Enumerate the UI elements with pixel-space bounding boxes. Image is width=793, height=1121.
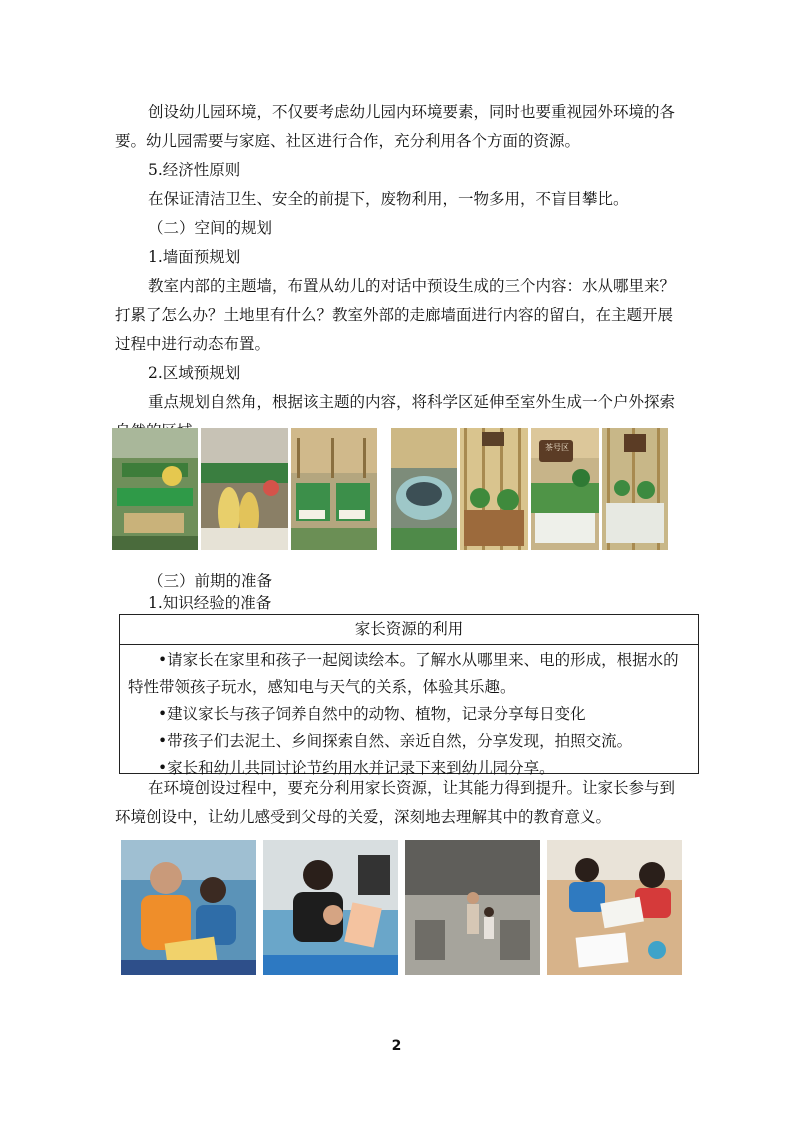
table-bullet-raising: •建议家长与孩子饲养自然中的动物、植物，记录分享每日变化 [158, 705, 586, 723]
heading-space-planning: （二）空间的规划 [148, 219, 273, 237]
photo-corn-and-vegetables [201, 428, 288, 550]
paragraph-area: 重点规划自然角，根据该主题的内容，将科学区延伸至室外生成一个户外探索 。 [148, 393, 676, 440]
table-bullet-reading: •请家长在家里和孩子一起阅读绘本。了解水从哪里来、电的形成，根据水的 [158, 651, 679, 669]
heading-preparation: （三）前期的准备 [148, 572, 273, 590]
photo-group-parent-child [121, 840, 682, 975]
heading-knowledge-preparation: 1.知识经验的准备 [148, 594, 272, 612]
photo-nature-corner-shelf [112, 428, 198, 550]
paragraph-environment: 创设幼儿园环境，不仅要考虑幼儿园内环境要素，同时也要重视园外环境的各要。幼儿园需要与家庭、社区进行合作，充分利用各个方面的资源。 [115, 103, 676, 150]
table-title: 家长资源的利用 [120, 615, 698, 645]
photo-group-outdoor-nature-area [391, 428, 668, 550]
table-bullet-reading-continued: 特性带领孩子玩水，感知电与天气的关系，体验其乐趣。 [128, 678, 516, 696]
parent-resources-table [119, 614, 699, 777]
table-bullet-exploring: •带孩子们去泥土、乡间探索自然、亲近自然，分享发现，拍照交流。 [158, 732, 633, 750]
page-number: 2 [391, 1038, 402, 1054]
heading-area-planning: 2.区域预规划 [148, 364, 241, 382]
photo-potted-plants [602, 428, 668, 550]
paragraph-parents: 在环境创设过程中，要充分利用家长资源，让其能力得到提升。让家长参与到环境创设中，让幼儿感受到父母的关爱，深刻地去理解其中的教育意义。 [115, 779, 676, 826]
photo-labeled-planting-area [531, 428, 599, 550]
photo-water-barrel [391, 428, 457, 550]
paragraph-wall: 教室内部的主题墙，布置从幼儿的对话中预设生成的三个内容：水从哪里来？打累了怎么办？土地里有什么？教室外部的走廊墙面进行内容的留白，在主题开展过程中进行动态布置。 [115, 277, 676, 353]
table-bullet-saving-water: •家长和幼儿共同讨论节约用水并记录下来到幼儿园分享。 [158, 759, 555, 777]
photo-planting-boxes [291, 428, 377, 550]
photo-wooden-planters [460, 428, 528, 550]
photo-parent-and-child-with-book [263, 840, 398, 975]
photo-sign-label: 茶号区 [545, 443, 569, 452]
photo-children-at-table [547, 840, 682, 975]
paragraph-economy: 在保证清洁卫生、安全的前提下，废物利用，一物多用，不盲目攀比。 [148, 190, 629, 208]
photo-group-indoor-nature-corner [112, 428, 377, 550]
photo-mother-reading-with-child [121, 840, 256, 975]
heading-economy-principle: 5.经济性原则 [148, 161, 241, 179]
photo-outdoor-visit [405, 840, 540, 975]
heading-wall-planning: 1.墙面预规划 [148, 248, 241, 266]
